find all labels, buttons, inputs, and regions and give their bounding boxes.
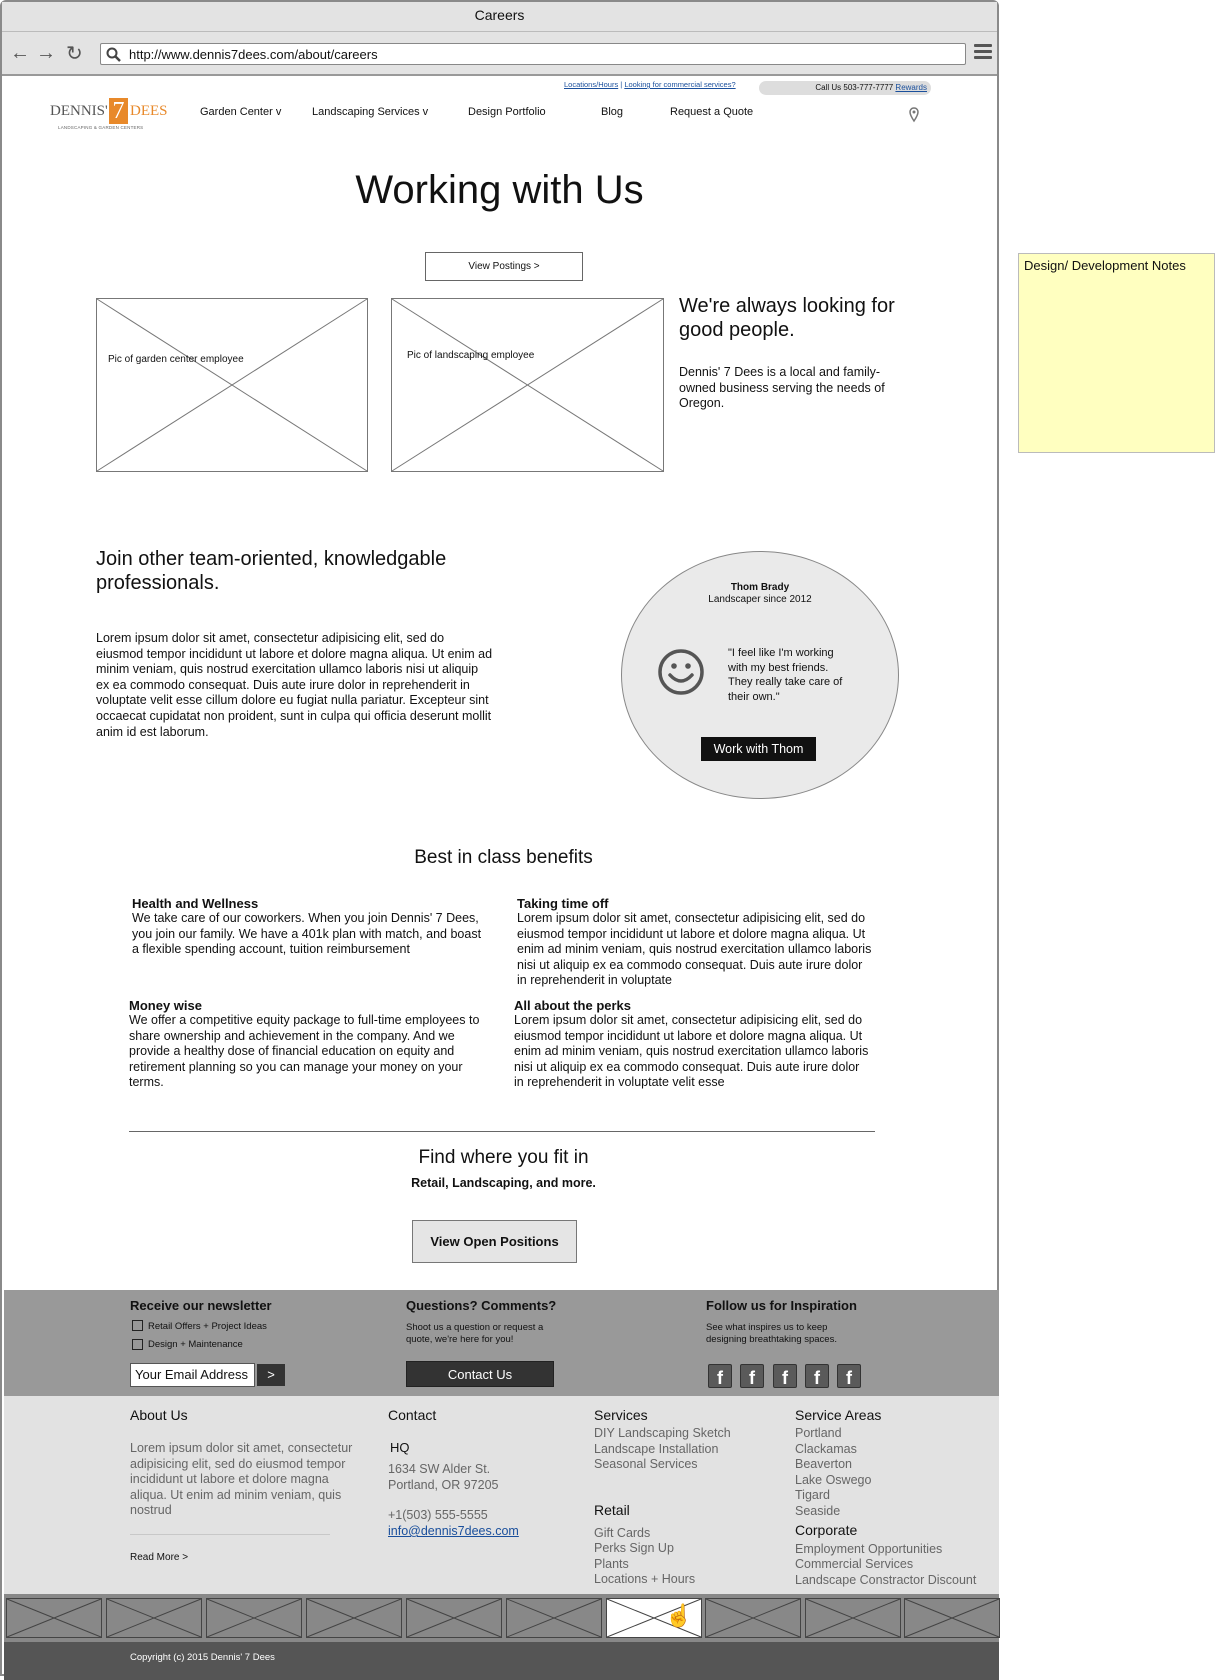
area-link[interactable]: Tigard [795, 1488, 830, 1502]
retail-link[interactable]: Locations + Hours [594, 1572, 696, 1586]
work-with-thom-button[interactable]: Work with Thom [701, 737, 816, 761]
gallery-thumbnail[interactable] [206, 1598, 302, 1638]
design-maintenance-label: Design + Maintenance [148, 1339, 243, 1350]
about-divider [130, 1534, 330, 1535]
design-notes-title: Design/ Development Notes [1024, 258, 1186, 273]
call-text: Call Us 503-777-7777 [815, 83, 894, 92]
questions-heading: Questions? Comments? [406, 1298, 557, 1313]
testimonial-quote: "I feel like I'm working with my best friends. They really take care of their own." [728, 647, 843, 703]
newsletter-submit-button[interactable]: > [257, 1364, 285, 1386]
benefit-money: Money wise We offer a competitive equity package to full-time employees to share ownership and achievement in the company. And we provide a healthy dose of financial education on equity and retirement planning so you can manage your money on your terms. [129, 998, 480, 1090]
design-maintenance-checkbox[interactable] [132, 1339, 143, 1350]
utility-links: Locations/Hours | Looking for commercial services? [564, 80, 736, 89]
call-bar [759, 81, 931, 95]
facebook-icon[interactable]: f [708, 1364, 732, 1388]
fit-subheading: Retail, Landscaping, and more. [411, 1176, 596, 1190]
services-heading: Services [594, 1407, 648, 1423]
service-link[interactable]: DIY Landscaping Sketch [594, 1426, 731, 1440]
forward-arrow-icon[interactable]: → [36, 42, 56, 64]
corporate-heading: Corporate [795, 1522, 858, 1538]
email-input[interactable]: Your Email Address [130, 1363, 255, 1387]
follow-heading: Follow us for Inspiration [706, 1298, 857, 1313]
about-body: Lorem ipsum dolor sit amet, consectetur adipisicing elit, sed do eiusmod tempor incididunt ut labore et dolore magna aliqua. Ut enim ad minim veniam, quis nostrud [130, 1441, 353, 1518]
reload-icon[interactable]: ↻ [66, 43, 83, 65]
intro-body: Dennis' 7 Dees is a local and family-owned business serving the needs of Oregon. [679, 365, 885, 411]
nav-design-portfolio[interactable]: Design Portfolio [468, 106, 546, 118]
gallery-thumbnail[interactable] [306, 1598, 402, 1638]
testimonial-name: Thom Brady [730, 582, 790, 593]
corporate-link[interactable]: Commercial Services [795, 1557, 914, 1571]
gallery-thumbnail[interactable] [506, 1598, 602, 1638]
benefits-title: Best in class benefits [414, 847, 593, 868]
window-title: Careers [2, 2, 997, 32]
corporate-link[interactable]: Employment Opportunities [795, 1542, 943, 1556]
copyright-text: Copyright (c) 2015 Dennis' 7 Dees [130, 1652, 275, 1663]
area-link[interactable]: Lake Oswego [795, 1473, 872, 1487]
about-heading: About Us [130, 1407, 188, 1423]
view-postings-button[interactable]: View Postings > [425, 252, 583, 281]
fit-heading: Find where you fit in [418, 1147, 589, 1168]
follow-body: See what inspires us to keep designing breathtaking spaces. [706, 1322, 837, 1345]
retail-link[interactable]: Perks Sign Up [594, 1541, 674, 1555]
nav-garden-center[interactable]: Garden Center v [200, 106, 282, 118]
smiley-avatar-icon [656, 647, 706, 697]
testimonial-role: Landscaper since 2012 [708, 594, 812, 605]
search-icon [106, 47, 122, 63]
retail-link[interactable]: Gift Cards [594, 1526, 651, 1540]
area-link[interactable]: Seaside [795, 1504, 841, 1518]
hand-cursor-icon: ☝ [665, 1603, 693, 1628]
join-heading: Join other team-oriented, knowledgable professionals. [96, 548, 447, 594]
service-areas-heading: Service Areas [795, 1407, 882, 1423]
corporate-link[interactable]: Landscape Constractor Discount [795, 1573, 977, 1587]
url-text: http://www.dennis7dees.com/about/careers [129, 47, 378, 62]
address-line-2: Portland, OR 97205 [388, 1478, 499, 1492]
gallery-thumbnail[interactable] [106, 1598, 202, 1638]
service-link[interactable]: Landscape Installation [594, 1442, 719, 1456]
phone-number: +1(503) 555-5555 [388, 1508, 488, 1522]
email-link[interactable]: info@dennis7dees.com [388, 1524, 519, 1538]
gallery-thumbnail[interactable] [406, 1598, 502, 1638]
area-link[interactable]: Portland [795, 1426, 842, 1440]
retail-offers-label: Retail Offers + Project Ideas [148, 1321, 267, 1332]
hq-label: HQ [390, 1440, 410, 1455]
join-body: Lorem ipsum dolor sit amet, consectetur adipisicing elit, sed do eiusmod tempor incididunt ut labore et dolore magna aliqua. Ut enim ad minim veniam, quis nostrud exercitation ullamco laboris nisi ut aliquip ex ea commodo consequat. Duis aute irure dolor in reprehenderit in voluptate velit esse cillum dolore eu fugiat nulla pariatur. Excepteur sint occaecat cupidatat non proident, sunt in culpa qui officia deserunt mollit anim id est laborum. [96, 631, 493, 739]
garden-center-employee-image: Pic of garden center employee [96, 298, 368, 472]
retail-heading: Retail [594, 1502, 630, 1518]
address-line-1: 1634 SW Alder St. [388, 1462, 491, 1476]
questions-body: Shoot us a question or request a quote, we're here for you! [406, 1322, 544, 1345]
retail-offers-checkbox[interactable] [132, 1320, 143, 1331]
gallery-thumbnail[interactable] [705, 1598, 801, 1638]
commercial-services-link[interactable]: Looking for commercial services? [624, 80, 736, 89]
area-link[interactable]: Beaverton [795, 1457, 852, 1471]
gallery-thumbnail[interactable] [904, 1598, 1000, 1638]
service-link[interactable]: Seasonal Services [594, 1457, 698, 1471]
locations-hours-link[interactable]: Locations/Hours [564, 80, 619, 89]
gallery-thumbnail[interactable] [606, 1598, 702, 1638]
nav-blog[interactable]: Blog [601, 106, 624, 118]
read-more-link[interactable]: Read More > [130, 1552, 189, 1563]
newsletter-heading: Receive our newsletter [130, 1298, 272, 1313]
gallery-thumbnail[interactable] [805, 1598, 901, 1638]
facebook-icon[interactable]: f [805, 1364, 829, 1388]
benefit-time-off: Taking time off Lorem ipsum dolor sit amet, consectetur adipisicing elit, sed do eiusmod tempor incididunt ut labore et dolore magna aliqua. Ut enim ad minim veniam, quis nostrud exercitation ullamco laboris nisi ut aliquip ex ea commodo consequat. Duis aute irure dolor in reprehenderit in voluptate [517, 896, 872, 988]
nav-landscaping-services[interactable]: Landscaping Services v [312, 106, 429, 118]
design-notes-sticky [1018, 253, 1215, 453]
area-link[interactable]: Clackamas [795, 1442, 857, 1456]
page-title: Working with Us [355, 168, 644, 212]
address-bar[interactable] [100, 43, 966, 65]
landscaping-employee-image: Pic of landscaping employee [391, 298, 664, 472]
benefit-health: Health and Wellness We take care of our coworkers. When you join Dennis' 7 Dees, you join our family. We have a 401k plan with match, and boast a flexible spending account, tuition reimbursement [132, 896, 482, 957]
location-pin-icon[interactable] [909, 107, 919, 123]
benefit-perks: All about the perks Lorem ipsum dolor sit amet, consectetur adipisicing elit, sed do eiusmod tempor incididunt ut labore et dolore magna aliqua. Ut enim ad minim veniam, quis nostrud exercitation ullamco laboris nisi ut aliquip ex ea commodo consequat. Duis aute irure dolor in reprehenderit in voluptate velit esse [514, 998, 869, 1090]
view-open-positions-button[interactable]: View Open Positions [412, 1220, 577, 1263]
facebook-icon[interactable]: f [837, 1364, 861, 1388]
logo[interactable]: DENNIS' 7 DEES LANDSCAPING & GARDEN CENTERS [50, 98, 168, 130]
contact-heading: Contact [388, 1407, 437, 1423]
nav-request-quote[interactable]: Request a Quote [670, 106, 754, 118]
intro-heading: We're always looking for good people. [679, 295, 895, 341]
retail-link[interactable]: Plants [594, 1557, 629, 1571]
facebook-icon[interactable]: f [773, 1364, 797, 1388]
facebook-icon[interactable]: f [740, 1364, 764, 1388]
gallery-thumbnail[interactable] [6, 1598, 102, 1638]
rewards-link[interactable]: Rewards [895, 83, 927, 92]
back-arrow-icon[interactable]: ← [10, 42, 30, 64]
hamburger-menu-icon[interactable] [974, 44, 992, 62]
contact-us-button[interactable]: Contact Us [406, 1361, 554, 1387]
section-divider [129, 1131, 875, 1132]
